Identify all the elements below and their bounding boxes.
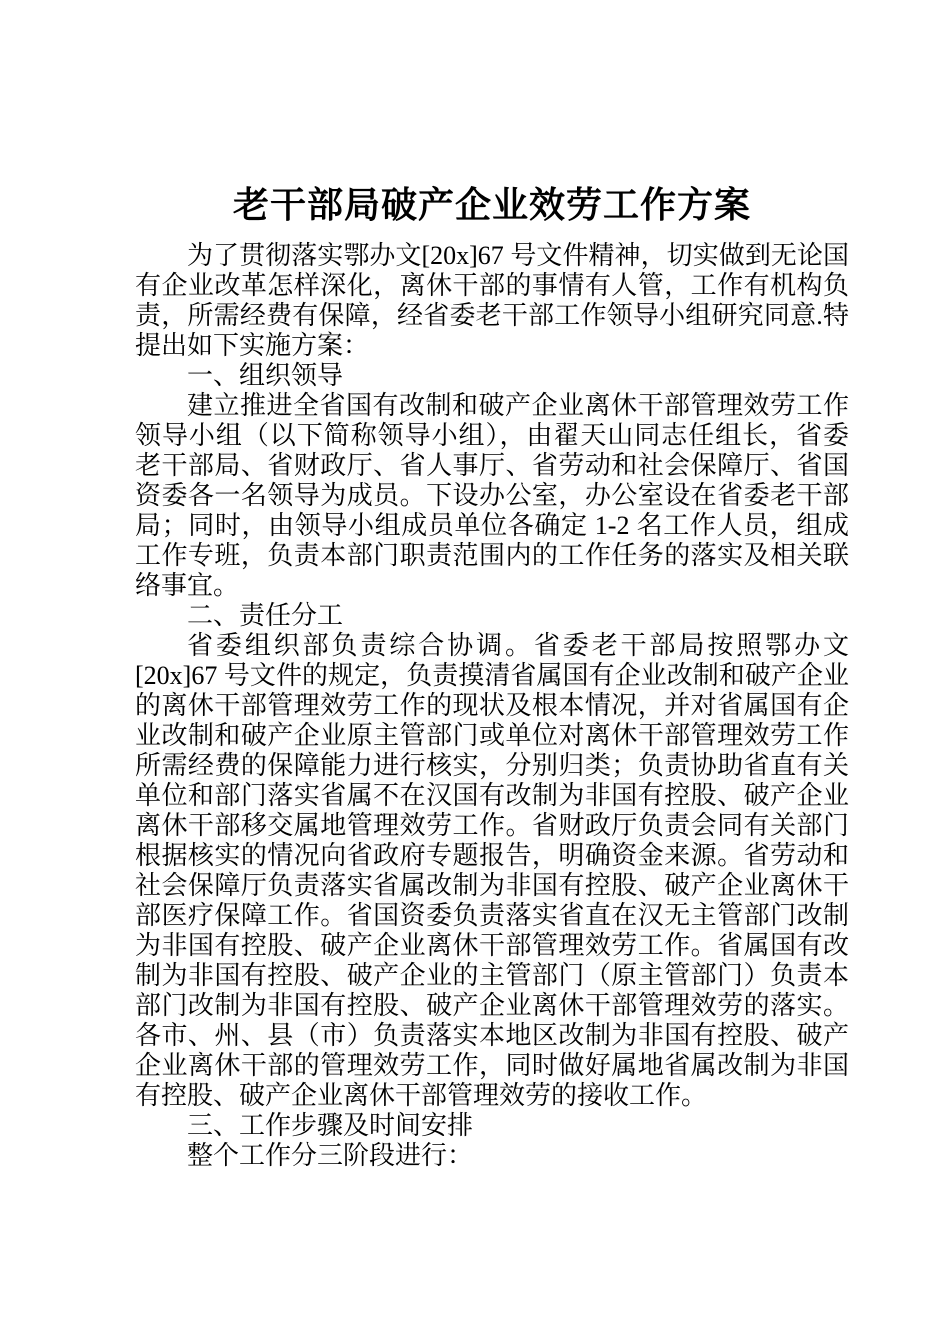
paragraph-organization-leadership: 建立推进全省国有改制和破产企业离休干部管理效劳工作领导小组（以下简称领导小组），由翟天山同志任组长，省委老干部局、省财政厅、省人事厅、省劳动和社会保障厅、省国资委各一名领导为成员。下设办公室，办公室设在省委老干部局；同时，由领导小组成员单位各确定 1-2 名工作人员，组成工作专班，负责本部门职责范围内的工作任务的落实及相关联络事宜。 — [135, 391, 849, 600]
paragraph-work-steps: 整个工作分三阶段进行： — [187, 1141, 474, 1170]
paragraph-intro: 为了贯彻落实鄂办文[20x]67 号文件精神，切实做到无论国有企业改革怎样深化，离休干部的事情有人管，工作有机构负责，所需经费有保障，经省委老干部工作领导小组研究同意.特提出如下实施方案： — [135, 241, 849, 360]
section-heading-1: 一、组织领导 — [187, 361, 344, 390]
paragraph-responsibility-division: 省委组织部负责综合协调。省委老干部局按照鄂办文[20x]67 号文件的规定，负责摸清省属国有企业改制和破产企业的离休干部管理效劳工作的现状及根本情况，并对省属国有企业改制和破产企业原主管部门或单位对离休干部管理效劳工作所需经费的保障能力进行核实，分别归类；负责协助省直有关单位和部门落实省属不在汉国有改制为非国有控股、破产企业离休干部移交属地管理效劳工作。省财政厅负责会同有关部门根据核实的情况向省政府专题报告，明确资金来源。省劳动和社会保障厅负责落实省属改制为非国有控股、破产企业离休干部医疗保障工作。省国资委负责落实省直在汉无主管部门改制为非国有控股、破产企业离休干部管理效劳工作。省属国有改制为非国有控股、破产企业的主管部门（原主管部门）负责本部门改制为非国有控股、破产企业离休干部管理效劳的落实。各市、州、县（市）负责落实本地区改制为非国有控股、破产企业离休干部的管理效劳工作，同时做好属地省属改制为非国有控股、破产企业离休干部管理效劳的接收工作。 — [135, 631, 849, 1110]
document-title: 老干部局破产企业效劳工作方案 — [232, 185, 751, 225]
section-heading-2: 二、责任分工 — [187, 601, 344, 630]
section-heading-3: 三、工作步骤及时间安排 — [187, 1111, 474, 1140]
document-content — [135, 183, 849, 1171]
